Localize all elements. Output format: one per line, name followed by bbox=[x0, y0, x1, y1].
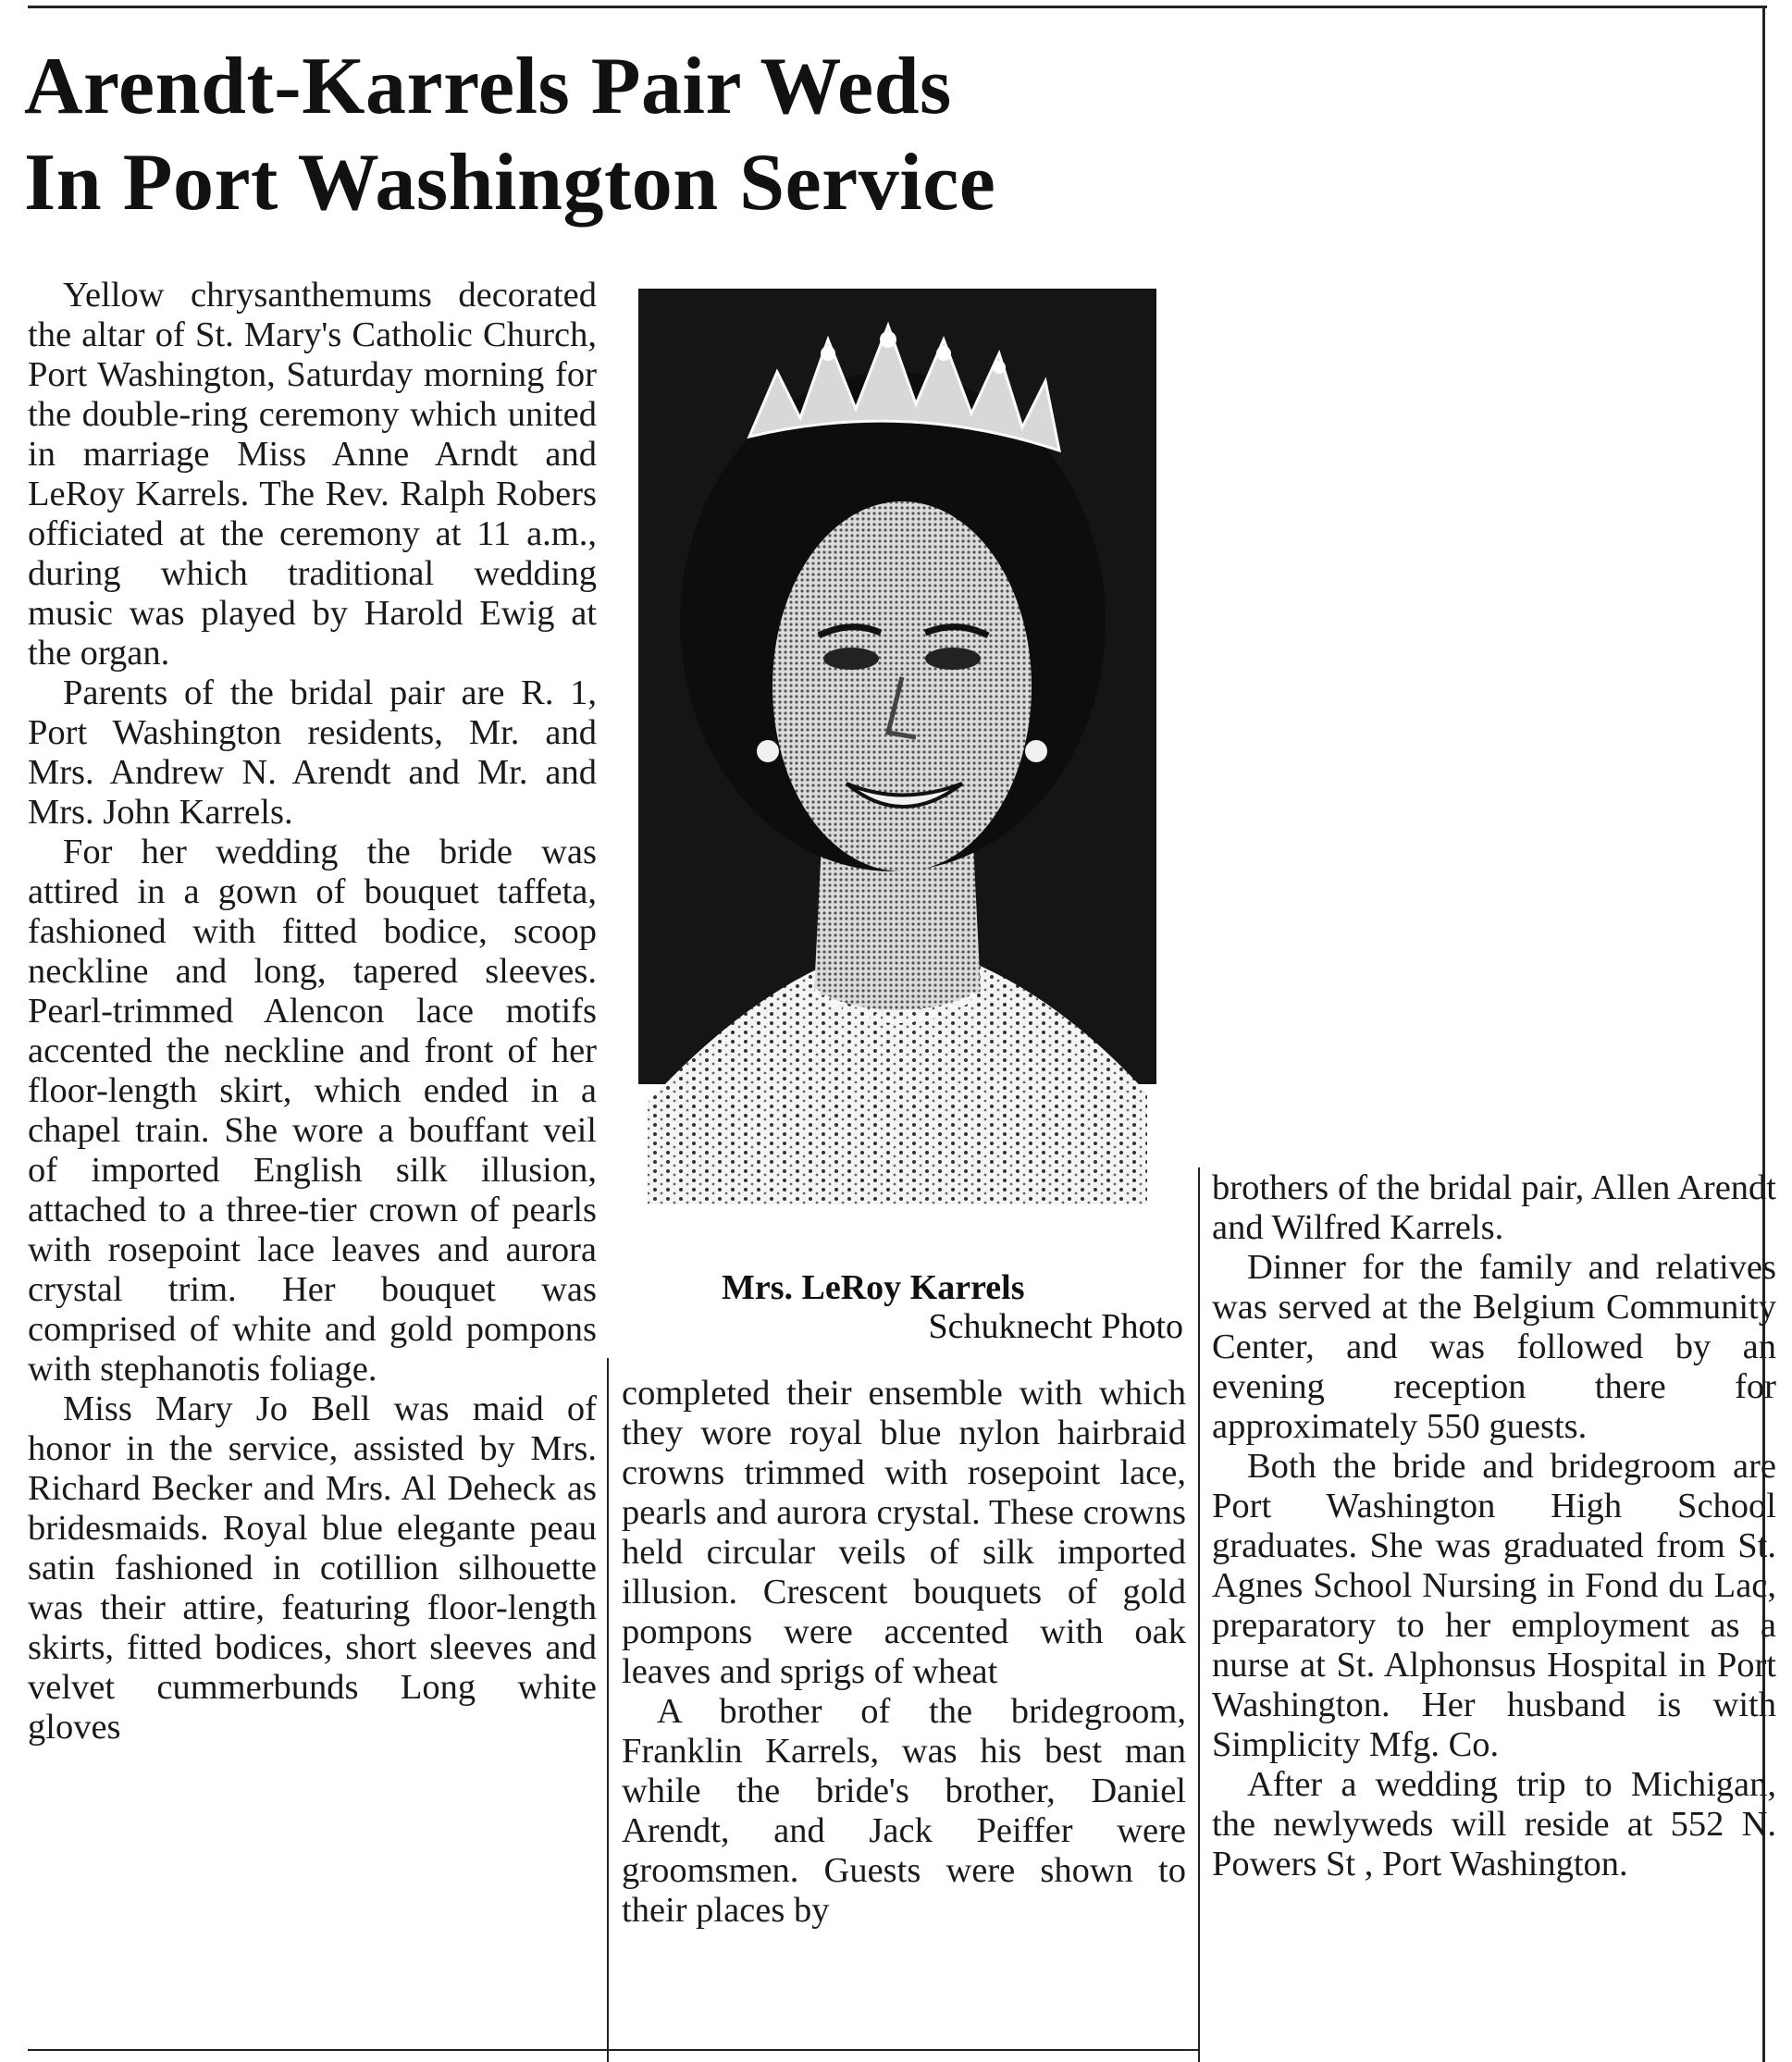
paragraph: completed their ensemble with which they wore royal blue nylon hairbraid crowns trimmed with rosepoint lace, pearls and aurora crystal. These crowns held circular veils of silk imported illusion. Crescent bouquets of gold pompons were accented with oak leaves and sprigs of wheat bbox=[622, 1374, 1186, 1691]
photo-credit: Schuknecht Photo bbox=[928, 1307, 1183, 1346]
article-column-2 bbox=[622, 1374, 1186, 1931]
headline-line-1: Arendt-Karrels Pair Weds bbox=[24, 42, 952, 131]
article-column-3 bbox=[1212, 1168, 1776, 1884]
paragraph: Both the bride and bridegroom are Port Washington High School graduates. She was graduated from St. Agnes School Nursing in Fond du Lac, preparatory to her employment as a nurse at St. Alphonsus Hospital in Port Washington. Her husband is with Simplicity Mfg. Co. bbox=[1212, 1447, 1776, 1764]
paragraph: For her wedding the bride was attired in a gown of bouquet taffeta, fashioned with fitted bodice, scoop neckline and long, tapered sleeves. Pearl-trimmed Alencon lace motifs accented the neckline and front of her floor-length skirt, which ended in a chapel train. She wore a bouffant veil of imported English silk illusion, attached to a three-tier crown of pearls with rosepoint lace leaves and aurora crystal trim. Her bouquet was comprised of white and gold pompons with stephanotis foliage. bbox=[28, 833, 597, 1389]
top-border-rule bbox=[28, 6, 1767, 8]
paragraph: A brother of the bridegroom, Franklin Karrels, was his best man while the bride's brother, Daniel Arendt, and Jack Peiffer were groomsmen. Guests were shown to their places by bbox=[622, 1692, 1186, 1930]
article-column-1 bbox=[28, 276, 597, 1747]
column-divider-2 bbox=[1198, 1167, 1200, 2062]
bottom-rule bbox=[28, 2049, 1198, 2051]
headline-line-2: In Port Washington Service bbox=[24, 138, 996, 228]
photo-caption-name: Mrs. LeRoy Karrels bbox=[722, 1268, 1025, 1307]
bride-portrait-photo bbox=[638, 289, 1156, 1209]
paragraph: Yellow chrysanthemums decorated the altar of St. Mary's Catholic Church, Port Washington, Saturday morning for the double-ring ceremony which united in marriage Miss Anne Arndt and LeRoy Karrels. The Rev. Ralph Robers officiated at the ceremony at 11 a.m., during which traditional wedding music was played by Harold Ewig at the organ. bbox=[28, 276, 597, 673]
paragraph: brothers of the bridal pair, Allen Arendt and Wilfred Karrels. bbox=[1212, 1168, 1776, 1247]
column-divider-1 bbox=[607, 1358, 609, 2062]
paragraph: Miss Mary Jo Bell was maid of honor in the service, assisted by Mrs. Richard Becker and Mrs. Al Deheck as bridesmaids. Royal blue elegante peau satin fashioned in cotillion silhouette was their attire, featuring floor-length skirts, fitted bodices, short sleeves and velvet cummerbunds Long white gloves bbox=[28, 1389, 597, 1747]
paragraph: Dinner for the family and relatives was served at the Belgium Community Center, and was followed by an evening reception there for approximately 550 guests. bbox=[1212, 1248, 1776, 1446]
headline bbox=[24, 39, 1319, 231]
paragraph: After a wedding trip to Michigan, the newlyweds will reside at 552 N. Powers St , Port Washington. bbox=[1212, 1765, 1776, 1883]
paragraph: Parents of the bridal pair are R. 1, Port Washington residents, Mr. and Mrs. Andrew N. Arendt and Mr. and Mrs. John Karrels. bbox=[28, 673, 597, 832]
